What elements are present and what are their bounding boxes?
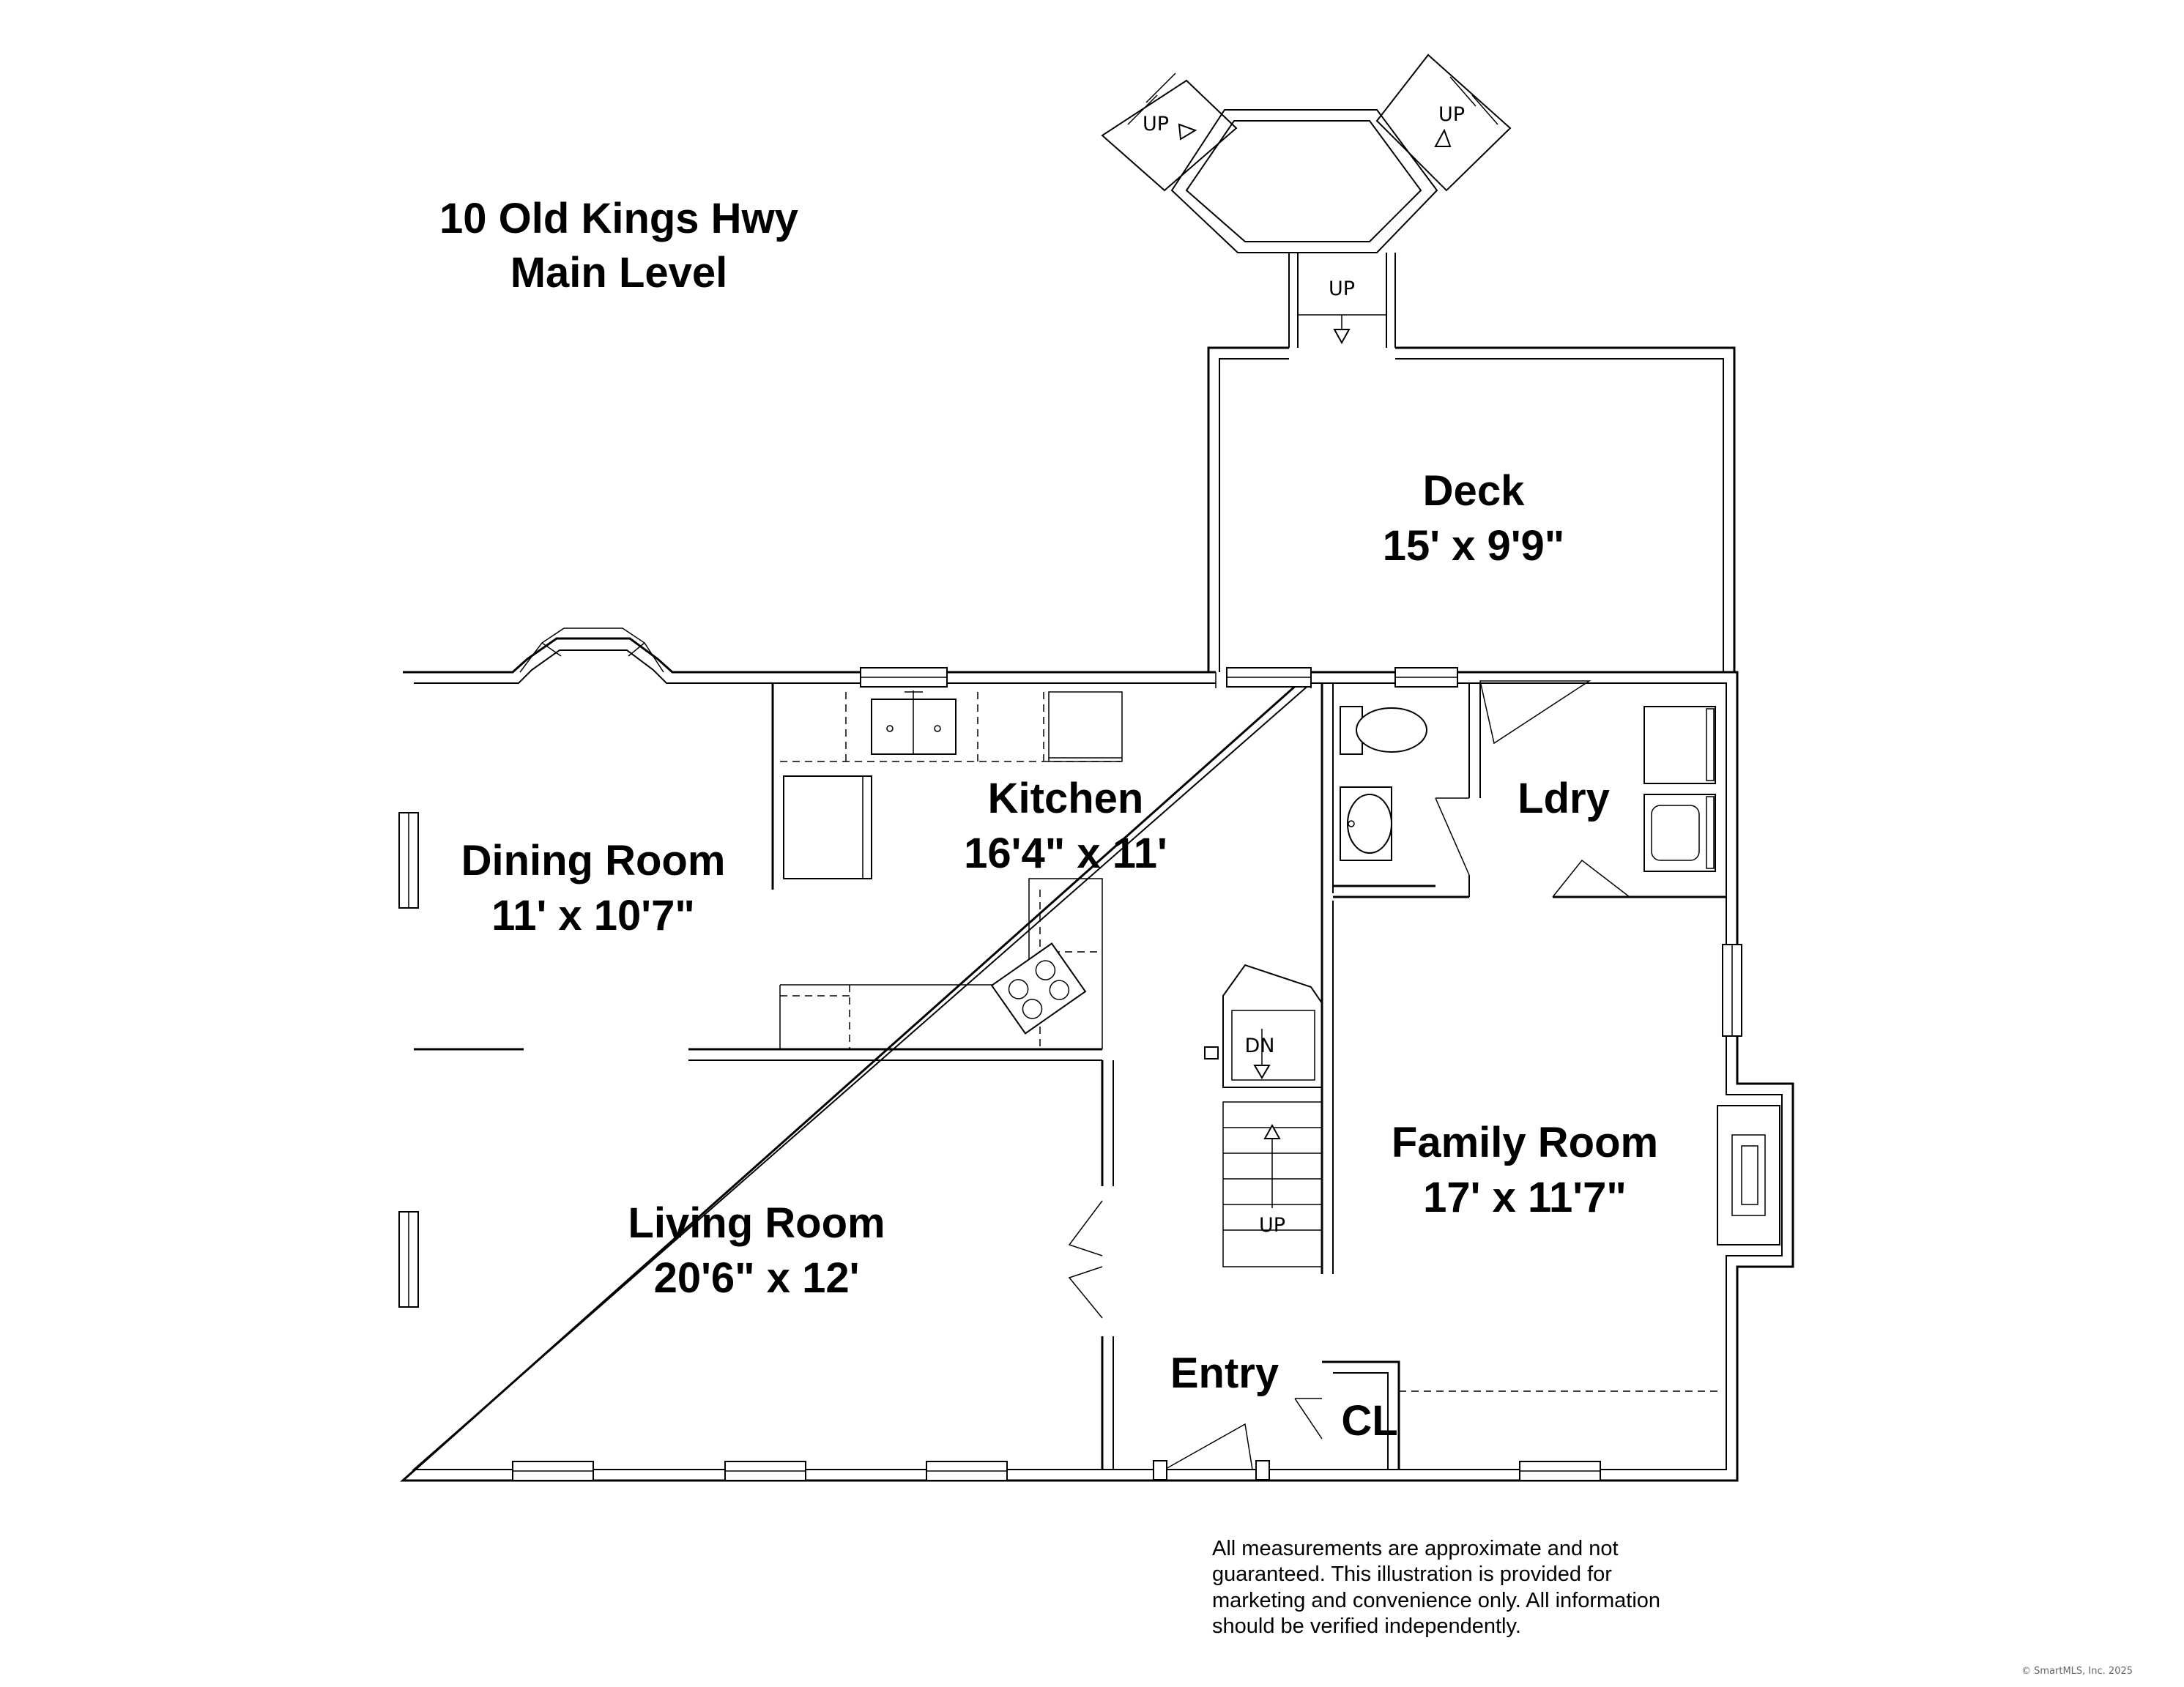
entry-label: Entry <box>1170 1349 1279 1397</box>
stair-up-label: UP <box>1258 1214 1286 1237</box>
plan-title-level: Main Level <box>510 249 728 297</box>
washer-icon <box>1644 794 1715 871</box>
stair-down-label: DN <box>1244 1035 1275 1057</box>
deck-left-stair-up-label: UP <box>1142 113 1170 135</box>
disclaimer-line: All measurements are approximate and not <box>1212 1537 1619 1560</box>
deck-structure <box>1102 55 1734 672</box>
closet-label: CL <box>1341 1397 1398 1445</box>
living-room-size: 20'6" x 12' <box>653 1254 860 1302</box>
cooktop-icon <box>992 944 1085 1034</box>
disclaimer-line: should be verified independently. <box>1212 1615 1521 1639</box>
family-room-label: Family Room <box>1391 1119 1659 1166</box>
exterior-walls <box>403 628 1793 1481</box>
laundry-fixtures <box>1644 707 1715 871</box>
fireplace-icon <box>1717 1106 1780 1245</box>
kitchen-size: 16'4" x 11' <box>964 830 1167 877</box>
deck-size: 15' x 9'9" <box>1382 522 1565 570</box>
deck-label: Deck <box>1422 467 1525 515</box>
disclaimer-line: guaranteed. This illustration is provided for <box>1212 1563 1612 1587</box>
toilet-icon <box>1340 707 1427 754</box>
laundry-label: Ldry <box>1518 775 1610 822</box>
disclaimer-line: marketing and convenience only. All information <box>1212 1588 1661 1612</box>
bathroom-sink-icon <box>1340 787 1392 860</box>
dryer-icon <box>1644 707 1715 783</box>
dining-room-size: 11' x 10'7" <box>491 892 695 939</box>
family-room-size: 17' x 11'7" <box>1423 1174 1627 1221</box>
living-room-label: Living Room <box>628 1199 885 1247</box>
copyright-notice: © SmartMLS, Inc. 2025 <box>2021 1666 2133 1677</box>
bathroom-fixtures <box>1340 707 1427 860</box>
deck-right-stair-up-label: UP <box>1438 103 1466 126</box>
dining-room-label: Dining Room <box>461 837 726 885</box>
deck-stair-up-label: UP <box>1328 278 1356 300</box>
disclaimer <box>1212 1536 1739 1640</box>
plan-title-address: 10 Old Kings Hwy <box>439 195 798 242</box>
kitchen-label: Kitchen <box>987 775 1144 822</box>
refrigerator-icon <box>784 776 872 879</box>
